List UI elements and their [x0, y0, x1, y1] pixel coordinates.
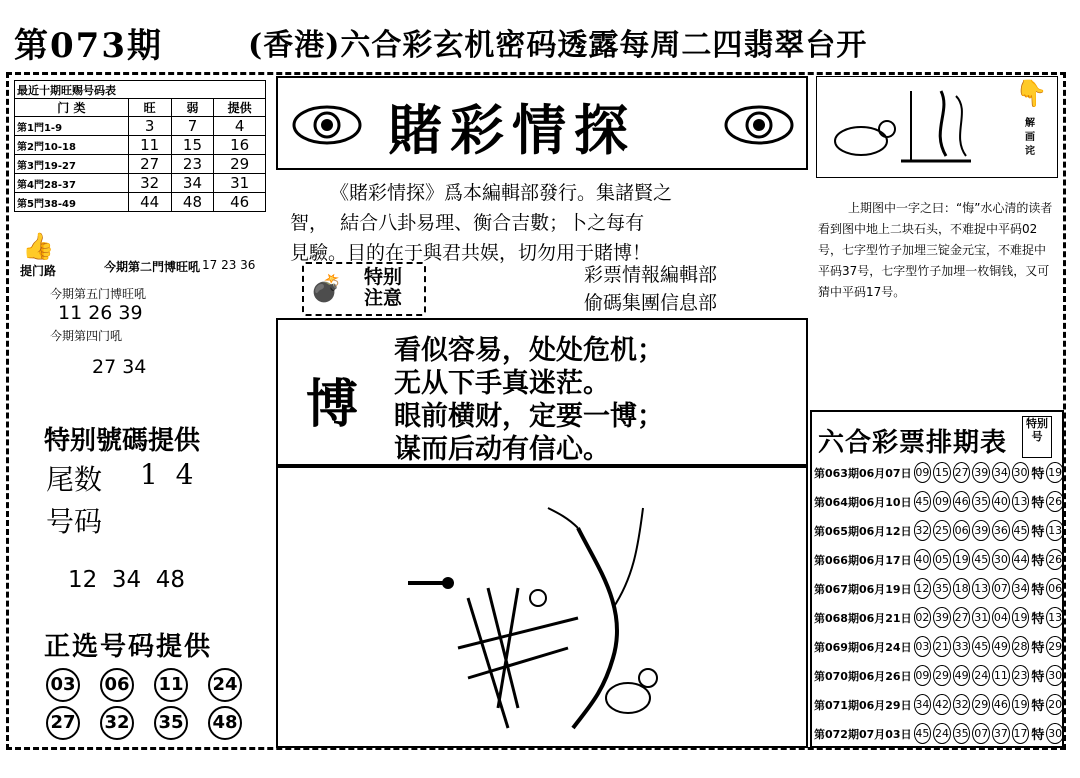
schedule-ball: 49	[953, 665, 971, 686]
schedule-row-label: 第071期06月29日	[814, 698, 912, 712]
schedule-ball: 35	[933, 578, 951, 599]
schedule-ball: 25	[933, 520, 951, 541]
table-row: 第1門1-9 3 7 4	[15, 117, 266, 136]
select-title: 正选号码提供	[44, 632, 213, 662]
schedule-ball: 17	[1012, 723, 1030, 744]
number-ball: 48	[208, 706, 242, 740]
select-numbers	[46, 668, 276, 702]
schedule-row-label: 第063期06月07日	[814, 466, 912, 480]
schedule-row-label: 第064期06月10日	[814, 495, 912, 509]
schedule-ball: 29	[972, 694, 990, 715]
schedule-ball: 36	[992, 520, 1010, 541]
schedule-ball: 12	[914, 578, 932, 599]
schedule-ball: 35	[953, 723, 971, 744]
schedule-row-label: 第070期06月26日	[814, 669, 912, 683]
schedule-row	[814, 661, 1064, 690]
number-ball: 03	[46, 668, 80, 702]
schedule-ball: 11	[992, 665, 1010, 686]
schedule-row	[814, 603, 1064, 632]
schedule-ball: 42	[933, 694, 951, 715]
schedule-ball: 21	[933, 636, 951, 657]
notice-label: 特别注意	[364, 266, 403, 309]
special-marker: 特	[1031, 554, 1045, 569]
schedule-ball: 39	[933, 607, 951, 628]
header	[0, 6, 1080, 68]
schedule-ball: 13	[972, 578, 990, 599]
schedule-row-label: 第065期06月12日	[814, 524, 912, 538]
schedule-rows	[814, 458, 1064, 748]
schedule-ball: 28	[1012, 636, 1030, 657]
line3-numbers: 27 34	[92, 356, 147, 378]
table-header: 旺	[128, 99, 171, 117]
poem-box	[276, 318, 808, 466]
special-tag: 特别号	[1022, 416, 1052, 458]
table-caption: 最近十期旺赐号码表	[15, 81, 266, 99]
special-marker: 特	[1031, 496, 1045, 511]
schedule-row-label: 第072期07月03日	[814, 727, 912, 741]
code-numbers: 12 34 48	[68, 567, 186, 593]
special-ball: 30	[1046, 723, 1064, 744]
pointing-hand-icon: 👇	[1015, 79, 1048, 109]
schedule-ball: 34	[1012, 578, 1030, 599]
table-header: 门 类	[15, 99, 129, 117]
number-ball: 11	[154, 668, 188, 702]
schedule-ball: 34	[992, 462, 1010, 483]
poem: 看似容易，处处危机； 无从下手真迷茫。 眼前横财，定要一博； 谋而后动有信心。	[394, 335, 664, 465]
eye-icon	[724, 104, 794, 146]
line1-numbers: 17 23 36	[202, 258, 256, 272]
schedule-ball: 09	[933, 491, 951, 512]
schedule-ball: 45	[1012, 520, 1030, 541]
number-ball: 32	[100, 706, 134, 740]
schedule-ball: 19	[953, 549, 971, 570]
schedule-ball: 32	[953, 694, 971, 715]
schedule-row	[814, 719, 1064, 748]
tail-numbers: 1 4	[140, 458, 194, 491]
puzzle-explanation: 上期图中一字之曰：“悔”水心清的读者看到图中地上二块石头，不难捉中平码02号，七字型竹子加埋三锭金元宝，不难捉中平码37号，七字型竹子加埋一枚铜钱，又可猜中平码17号。	[818, 201, 1053, 299]
number-ball: 27	[46, 706, 80, 740]
schedule-ball: 24	[972, 665, 990, 686]
special-ball: 30	[1046, 665, 1064, 686]
side-label: 解画诧	[1025, 118, 1035, 157]
special-ball: 19	[1046, 462, 1064, 483]
special-ball: 20	[1046, 694, 1064, 715]
schedule-row-label: 第067期06月19日	[814, 582, 912, 596]
schedule-ball: 32	[914, 520, 932, 541]
signature-2: 偷碼集團信息部	[584, 292, 718, 314]
special-marker: 特	[1031, 583, 1045, 598]
schedule-panel	[810, 410, 1064, 748]
schedule-ball: 07	[972, 723, 990, 744]
table-row: 第4門28-37 32 34 31	[15, 174, 266, 193]
number-ball: 35	[154, 706, 188, 740]
logo-title: 賭彩情探	[388, 98, 636, 162]
schedule-ball: 45	[972, 636, 990, 657]
recent-numbers-table	[14, 80, 266, 212]
line2-numbers: 11 26 39	[58, 302, 143, 324]
special-marker: 特	[1031, 467, 1045, 482]
puzzle-illustration	[398, 488, 698, 738]
special-marker: 特	[1031, 670, 1045, 685]
notice-box	[302, 262, 426, 316]
schedule-ball: 31	[972, 607, 990, 628]
schedule-row	[814, 574, 1064, 603]
schedule-ball: 49	[992, 636, 1010, 657]
schedule-row	[814, 690, 1064, 719]
eye-icon	[292, 104, 362, 146]
schedule-ball: 27	[953, 462, 971, 483]
table-row: 第3門19-27 27 23 29	[15, 155, 266, 174]
schedule-ball: 05	[933, 549, 951, 570]
intro-paragraph: 《賭彩情探》爲本編輯部發行。集諸賢之 智， 結合八卦易理、衡合吉數；卜之每有 見驗。目的在于與君共娱，切勿用于賭博！	[290, 182, 673, 264]
special-number-title: 特别號碼提供	[44, 426, 201, 456]
table-header: 提供	[214, 99, 266, 117]
puzzle-picture-box	[816, 76, 1058, 178]
page-title: (香港)六合彩玄机密码透露每周二四翡翠台开	[248, 28, 868, 63]
schedule-ball: 13	[1012, 491, 1030, 512]
special-ball: 26	[1046, 491, 1064, 512]
signature-1: 彩票情報編輯部	[584, 264, 718, 286]
schedule-ball: 45	[914, 491, 932, 512]
schedule-ball: 19	[1012, 694, 1030, 715]
code-label: 号码	[46, 505, 103, 538]
schedule-ball: 06	[953, 520, 971, 541]
schedule-row	[814, 487, 1064, 516]
schedule-row	[814, 516, 1064, 545]
schedule-ball: 40	[914, 549, 932, 570]
special-ball: 13	[1046, 607, 1064, 628]
special-marker: 特	[1031, 641, 1045, 656]
schedule-ball: 09	[914, 462, 932, 483]
schedule-row-label: 第066期06月17日	[814, 553, 912, 567]
logo-box	[276, 76, 808, 170]
select-numbers	[46, 706, 276, 740]
special-marker: 特	[1031, 728, 1045, 743]
line3-label: 今期第四门吼	[50, 329, 123, 343]
number-ball: 06	[100, 668, 134, 702]
schedule-ball: 33	[953, 636, 971, 657]
table-header: 弱	[171, 99, 214, 117]
schedule-ball: 35	[972, 491, 990, 512]
schedule-ball: 30	[1012, 462, 1030, 483]
thumbs-up-icon: 👍	[22, 232, 55, 262]
puzzle-picture	[821, 81, 991, 173]
special-ball: 06	[1046, 578, 1064, 599]
schedule-ball: 40	[992, 491, 1010, 512]
line2-label: 今期第五门博旺吼	[50, 287, 147, 301]
table-row: 第5門38-49 44 48 46	[15, 193, 266, 212]
schedule-ball: 37	[992, 723, 1010, 744]
schedule-ball: 30	[992, 549, 1010, 570]
tip-label: 提门路	[20, 264, 57, 278]
schedule-row-label: 第068期06月21日	[814, 611, 912, 625]
schedule-ball: 45	[914, 723, 932, 744]
schedule-ball: 23	[1012, 665, 1030, 686]
special-ball: 26	[1046, 549, 1064, 570]
schedule-row-label: 第069期06月24日	[814, 640, 912, 654]
schedule-ball: 45	[972, 549, 990, 570]
schedule-ball: 18	[953, 578, 971, 599]
number-ball: 24	[208, 668, 242, 702]
schedule-ball: 39	[972, 462, 990, 483]
schedule-ball: 09	[914, 665, 932, 686]
schedule-ball: 27	[953, 607, 971, 628]
schedule-ball: 39	[972, 520, 990, 541]
issue-number: 第073期	[14, 26, 163, 66]
illustration-box	[276, 466, 808, 748]
special-ball: 29	[1046, 636, 1064, 657]
tail-label: 尾数	[46, 463, 103, 496]
schedule-ball: 24	[933, 723, 951, 744]
schedule-row	[814, 632, 1064, 661]
schedule-ball: 07	[992, 578, 1010, 599]
schedule-ball: 46	[953, 491, 971, 512]
schedule-ball: 02	[914, 607, 932, 628]
schedule-ball: 34	[914, 694, 932, 715]
schedule-row	[814, 458, 1064, 487]
bomb-icon: 💣	[310, 274, 343, 304]
schedule-ball: 19	[1012, 607, 1030, 628]
schedule-ball: 04	[992, 607, 1010, 628]
table-row: 第2門10-18 11 15 16	[15, 136, 266, 155]
special-marker: 特	[1031, 699, 1045, 714]
special-ball: 13	[1046, 520, 1064, 541]
schedule-ball: 46	[992, 694, 1010, 715]
bo-character: 博	[306, 374, 359, 435]
special-marker: 特	[1031, 612, 1045, 627]
schedule-ball: 15	[933, 462, 951, 483]
schedule-row	[814, 545, 1064, 574]
line1-label: 今期第二門博旺吼	[104, 260, 201, 274]
schedule-ball: 44	[1012, 549, 1030, 570]
schedule-title: 六合彩票排期表	[818, 428, 1008, 458]
special-marker: 特	[1031, 525, 1045, 540]
schedule-ball: 03	[914, 636, 932, 657]
schedule-ball: 29	[933, 665, 951, 686]
